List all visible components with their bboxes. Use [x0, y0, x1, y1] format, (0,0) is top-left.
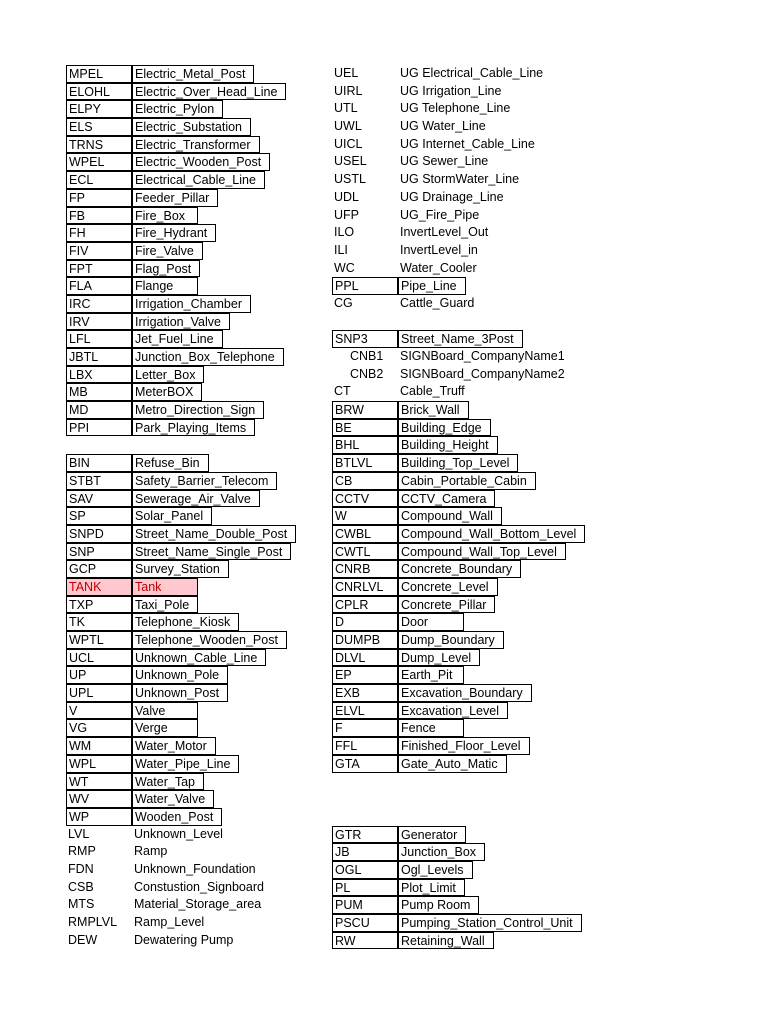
code-cell: D	[332, 613, 398, 631]
code-cell: MB	[66, 383, 132, 401]
description-cell: Fire_Valve	[132, 242, 203, 260]
code-cell: OGL	[332, 861, 398, 879]
code-cell: UPL	[66, 684, 132, 702]
description-cell: Cable_Truff	[400, 384, 465, 399]
description-cell: SIGNBoard_CompanyName1	[400, 349, 565, 363]
code-cell: FH	[66, 224, 132, 242]
code-cell: WPEL	[66, 153, 132, 171]
description-cell: Building_Height	[398, 436, 498, 454]
code-cell: FPT	[66, 260, 132, 278]
description-cell: Material_Storage_area	[134, 897, 262, 912]
code-cell: ILO	[334, 225, 355, 240]
code-cell: CNRB	[332, 560, 398, 578]
code-cell: FP	[66, 189, 132, 207]
description-cell: UG Sewer_Line	[400, 154, 489, 169]
description-cell: Compound_Wall_Bottom_Level	[398, 525, 585, 543]
description-cell: Wooden_Post	[132, 808, 222, 826]
code-cell: USTL	[334, 172, 366, 187]
description-cell: Pump Room	[398, 896, 479, 914]
description-cell: Street_Name_Double_Post	[132, 525, 296, 543]
code-cell: IRC	[66, 295, 132, 313]
code-cell: BRW	[332, 401, 398, 419]
code-cell: ELOHL	[66, 83, 132, 101]
description-cell: UG Electrical_Cable_Line	[400, 66, 544, 80]
code-cell: FLA	[66, 277, 132, 295]
code-cell: CB	[332, 472, 398, 490]
description-cell: Ramp_Level	[134, 915, 205, 929]
code-cell: PSCU	[332, 914, 398, 932]
description-cell: Cattle_Guard	[400, 295, 475, 310]
code-cell: WV	[66, 790, 132, 808]
description-cell: Pipe_Line	[398, 277, 466, 295]
description-cell: Concrete_Level	[398, 578, 498, 596]
description-cell: Dump_Level	[398, 649, 480, 667]
description-cell: UG Irrigation_Line	[400, 83, 502, 98]
description-cell: Park_Playing_Items	[132, 419, 255, 437]
description-cell: UG Telephone_Line	[400, 101, 511, 116]
code-cell: LFL	[66, 330, 132, 348]
description-cell: Water_Tap	[132, 773, 204, 791]
code-cell: MD	[66, 401, 132, 419]
description-cell: Earth_Pit	[398, 666, 464, 684]
description-cell: Electric_Metal_Post	[132, 65, 254, 83]
description-cell: Dump_Boundary	[398, 631, 504, 649]
description-cell: Letter_Box	[132, 366, 204, 384]
description-cell: Irrigation_Valve	[132, 313, 230, 331]
code-cell: RW	[332, 932, 398, 950]
code-cell: F	[332, 719, 398, 737]
code-cell: UWL	[334, 119, 362, 134]
description-cell: Concrete_Boundary	[398, 560, 521, 578]
description-cell: InvertLevel_in	[400, 242, 478, 257]
code-cell: JBTL	[66, 348, 132, 366]
description-cell: Refuse_Bin	[132, 454, 209, 472]
code-cell: GCP	[66, 560, 132, 578]
description-cell: Electrical_Cable_Line	[132, 171, 265, 189]
description-cell: Water_Pipe_Line	[132, 755, 239, 773]
description-cell: Flange	[132, 277, 198, 295]
description-cell: Excavation_Level	[398, 702, 508, 720]
description-cell: Door	[398, 613, 464, 631]
description-cell: Unknown_Pole	[132, 666, 228, 684]
description-cell: Unknown_Cable_Line	[132, 649, 266, 667]
description-cell: Plot_Limit	[398, 879, 465, 897]
description-cell: Taxi_Pole	[132, 596, 198, 614]
code-cell: CWBL	[332, 525, 398, 543]
description-cell: Concrete_Pillar	[398, 596, 495, 614]
code-cell: TXP	[66, 596, 132, 614]
code-cell: DUMPB	[332, 631, 398, 649]
description-cell: UG Water_Line	[400, 119, 486, 134]
description-cell: Fire_Box	[132, 207, 198, 225]
code-cell: UDL	[334, 189, 360, 204]
code-cell: TK	[66, 613, 132, 631]
description-cell: Brick_Wall	[398, 401, 469, 419]
code-cell: DLVL	[332, 649, 398, 667]
description-cell: Cabin_Portable_Cabin	[398, 472, 536, 490]
description-cell: UG Drainage_Line	[400, 189, 504, 204]
code-cell: DEW	[68, 932, 98, 947]
description-cell: Unknown_Level	[134, 826, 223, 841]
code-cell: ILI	[334, 242, 348, 257]
description-cell: Dewatering Pump	[134, 932, 234, 947]
description-cell: Building_Top_Level	[398, 454, 518, 472]
code-cell: LVL	[68, 826, 90, 841]
description-cell: Water_Valve	[132, 790, 214, 808]
description-cell: Flag_Post	[132, 260, 200, 278]
description-cell: Unknown_Post	[132, 684, 228, 702]
code-cell: PUM	[332, 896, 398, 914]
description-cell: Building_Edge	[398, 419, 491, 437]
description-cell: Unknown_Foundation	[134, 861, 256, 876]
description-cell: Ogl_Levels	[398, 861, 473, 879]
description-cell: MeterBOX	[132, 383, 202, 401]
code-cell: WM	[66, 737, 132, 755]
code-cell: TANK	[66, 578, 132, 596]
code-cell: MPEL	[66, 65, 132, 83]
code-cell: CNRLVL	[332, 578, 398, 596]
description-cell: UG StormWater_Line	[400, 172, 520, 187]
code-cell: CNB2	[350, 366, 384, 381]
description-cell: Ramp	[134, 844, 168, 859]
code-cell: FFL	[332, 737, 398, 755]
description-cell: Street_Name_3Post	[398, 330, 523, 348]
code-cell: CG	[334, 295, 353, 310]
description-cell: Street_Name_Single_Post	[132, 543, 291, 561]
code-cell: PL	[332, 879, 398, 897]
description-cell: CCTV_Camera	[398, 490, 495, 508]
code-cell: GTR	[332, 826, 398, 844]
code-cell: PPI	[66, 419, 132, 437]
description-cell: Electric_Transformer	[132, 136, 260, 154]
code-cell: CSB	[68, 879, 94, 894]
code-cell: SNP3	[332, 330, 398, 348]
description-cell: Junction_Box_Telephone	[132, 348, 284, 366]
code-cell: RMP	[68, 844, 96, 859]
description-cell: Fence	[398, 719, 464, 737]
code-cell: SAV	[66, 490, 132, 508]
code-cell: UTL	[334, 101, 358, 116]
code-cell: ECL	[66, 171, 132, 189]
description-cell: Retaining_Wall	[398, 932, 494, 950]
description-cell: Fire_Hydrant	[132, 224, 216, 242]
code-cell: WPTL	[66, 631, 132, 649]
code-cell: EXB	[332, 684, 398, 702]
code-cell: UIRL	[334, 83, 363, 98]
code-cell: FDN	[68, 861, 94, 876]
code-cell: V	[66, 702, 132, 720]
code-cell: IRV	[66, 313, 132, 331]
description-cell: SIGNBoard_CompanyName2	[400, 366, 565, 381]
code-cell: PPL	[332, 277, 398, 295]
description-cell: Finished_Floor_Level	[398, 737, 530, 755]
code-cell: BTLVL	[332, 454, 398, 472]
description-cell: Tank	[132, 578, 198, 596]
code-cell: CT	[334, 384, 351, 399]
description-cell: UG_Fire_Pipe	[400, 207, 480, 222]
description-cell: Metro_Direction_Sign	[132, 401, 264, 419]
description-cell: Solar_Panel	[132, 507, 212, 525]
description-cell: Compound_Wall	[398, 507, 502, 525]
code-cell: SNPD	[66, 525, 132, 543]
description-cell: Verge	[132, 719, 198, 737]
code-cell: CWTL	[332, 543, 398, 561]
code-cell: LBX	[66, 366, 132, 384]
code-cell: UICL	[334, 136, 363, 151]
code-cell: EP	[332, 666, 398, 684]
description-cell: Telephone_Wooden_Post	[132, 631, 287, 649]
code-cell: UFP	[334, 207, 359, 222]
description-cell: Junction_Box	[398, 843, 485, 861]
description-cell: Survey_Station	[132, 560, 229, 578]
code-cell: USEL	[334, 154, 367, 169]
description-cell: Valve	[132, 702, 198, 720]
code-cell: SNP	[66, 543, 132, 561]
code-cell: WPL	[66, 755, 132, 773]
code-cell: BIN	[66, 454, 132, 472]
code-cell: UEL	[334, 66, 359, 80]
code-cell: ELS	[66, 118, 132, 136]
code-cell: ELVL	[332, 702, 398, 720]
code-cell: VG	[66, 719, 132, 737]
description-cell: Jet_Fuel_Line	[132, 330, 223, 348]
code-cell: FIV	[66, 242, 132, 260]
description-cell: Water_Motor	[132, 737, 216, 755]
description-cell: Water_Cooler	[400, 260, 477, 275]
description-cell: Feeder_Pillar	[132, 189, 218, 207]
description-cell: Electric_Pylon	[132, 100, 223, 118]
description-cell: Electric_Substation	[132, 118, 251, 136]
description-cell: UG Internet_Cable_Line	[400, 136, 535, 151]
description-cell: Excavation_Boundary	[398, 684, 532, 702]
description-cell: Compound_Wall_Top_Level	[398, 543, 566, 561]
description-cell: Safety_Barrier_Telecom	[132, 472, 277, 490]
code-cell: GTA	[332, 755, 398, 773]
code-cell: WT	[66, 773, 132, 791]
code-cell: FB	[66, 207, 132, 225]
code-cell: SP	[66, 507, 132, 525]
description-cell: Gate_Auto_Matic	[398, 755, 507, 773]
description-cell: Telephone_Kiosk	[132, 613, 239, 631]
code-cell: W	[332, 507, 398, 525]
description-cell: Irrigation_Chamber	[132, 295, 251, 313]
description-cell: Electric_Wooden_Post	[132, 153, 270, 171]
description-cell: Constustion_Signboard	[134, 879, 264, 894]
description-cell: Electric_Over_Head_Line	[132, 83, 286, 101]
description-cell: Pumping_Station_Control_Unit	[398, 914, 582, 932]
code-cell: CPLR	[332, 596, 398, 614]
code-cell: CCTV	[332, 490, 398, 508]
code-cell: TRNS	[66, 136, 132, 154]
code-cell: WC	[334, 260, 355, 275]
description-cell: Generator	[398, 826, 466, 844]
code-cell: MTS	[68, 897, 95, 912]
code-cell: UP	[66, 666, 132, 684]
code-cell: CNB1	[350, 349, 384, 363]
code-cell: BHL	[332, 436, 398, 454]
code-cell: ELPY	[66, 100, 132, 118]
description-cell: Sewerage_Air_Valve	[132, 490, 260, 508]
code-cell: UCL	[66, 649, 132, 667]
description-cell: InvertLevel_Out	[400, 225, 489, 240]
code-cell: BE	[332, 419, 398, 437]
code-cell: WP	[66, 808, 132, 826]
code-cell: JB	[332, 843, 398, 861]
code-cell: STBT	[66, 472, 132, 490]
code-cell: RMPLVL	[68, 915, 118, 929]
